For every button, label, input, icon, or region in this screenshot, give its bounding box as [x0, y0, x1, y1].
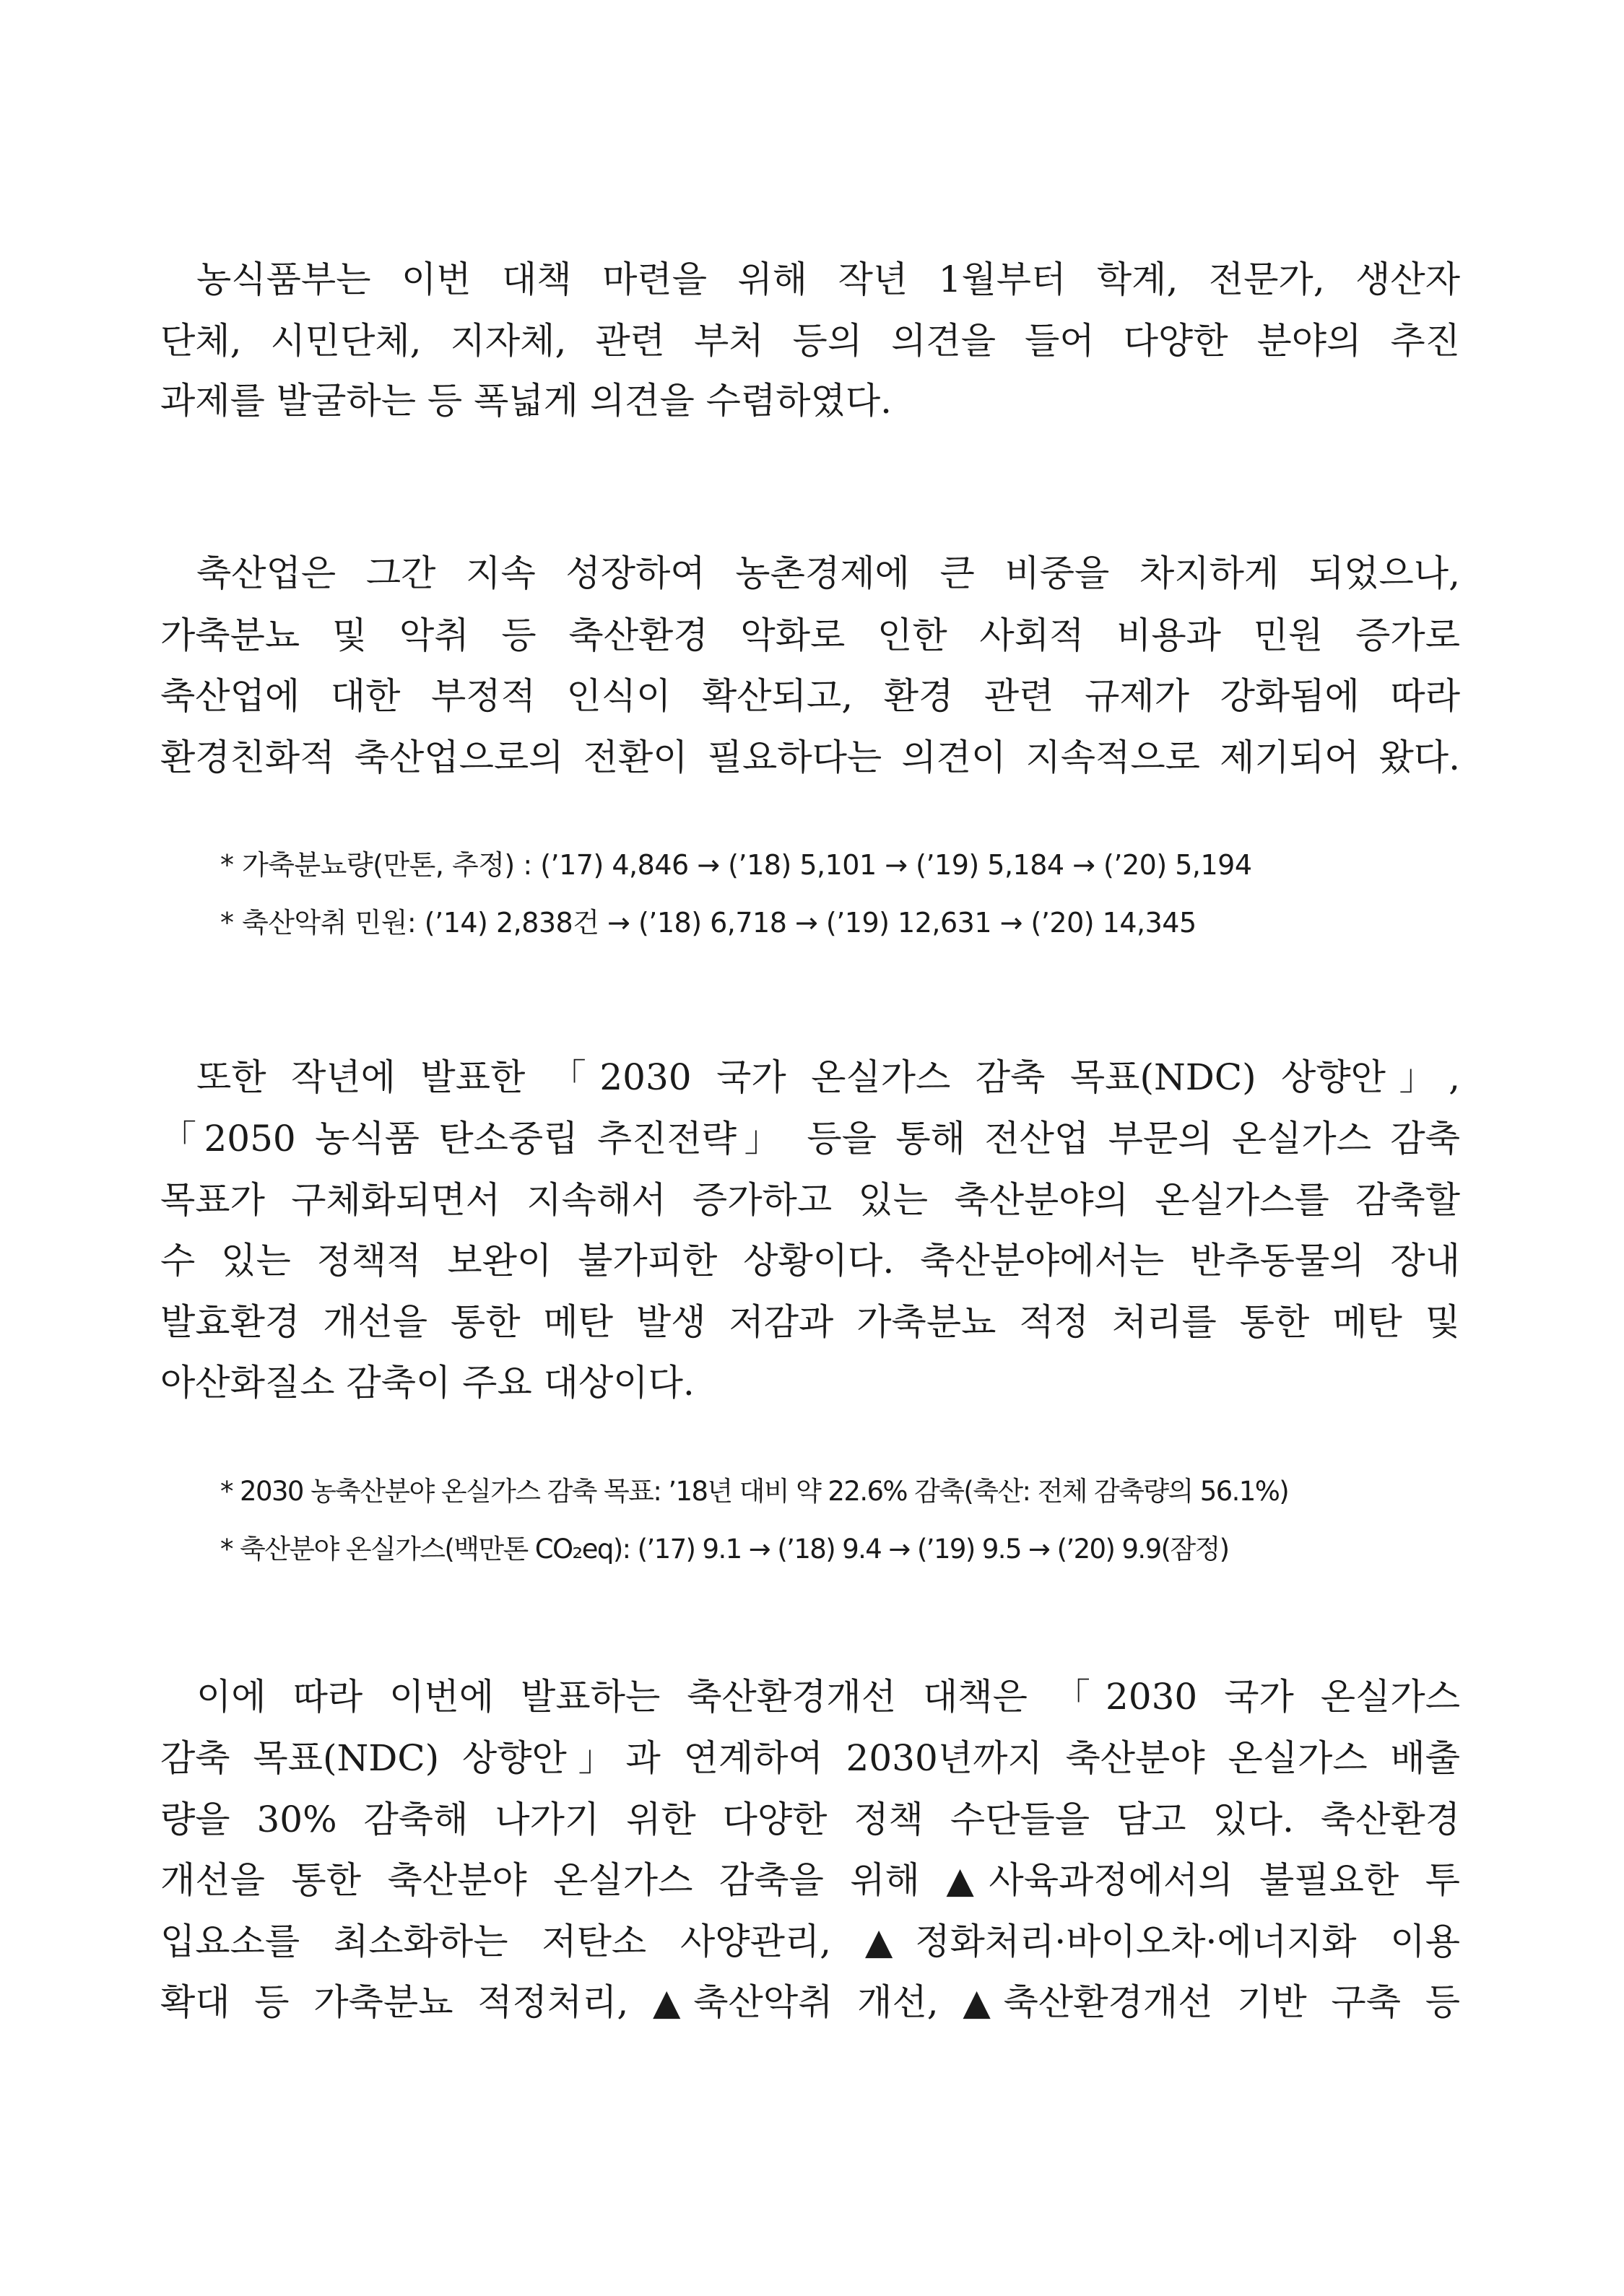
paragraph-4-line-4: 개선을 통한 축산분야 온실가스 감축을 위해 ▲사육과정에서의 불필요한 투	[160, 1859, 1460, 1901]
paragraph-3-line-4: 수 있는 정책적 보완이 불가피한 상황이다. 축산분야에서는 반추동물의 장내	[160, 1240, 1460, 1282]
paragraph-4-line-1: 이에 따라 이번에 발표하는 축산환경개선 대책은 「2030 국가 온실가스	[196, 1676, 1460, 1718]
paragraph-3-line-2: 「2050 농식품 탄소중립 추진전략」 등을 통해 전산업 부문의 온실가스 감축	[160, 1118, 1460, 1160]
paragraph-1-line-1: 농식품부는 이번 대책 마련을 위해 작년 1월부터 학계, 전문가, 생산자	[196, 258, 1460, 300]
paragraph-1-line-3: 과제를 발굴하는 등 폭넓게 의견을 수렴하였다.	[160, 380, 893, 422]
paragraph-3-line-1: 또한 작년에 발표한 「2030 국가 온실가스 감축 목표(NDC) 상향안」,	[196, 1056, 1460, 1098]
paragraph-4-line-5: 입요소를 최소화하는 저탄소 사양관리, ▲정화처리·바이오차·에너지화 이용	[160, 1921, 1460, 1962]
paragraph-3-line-6: 아산화질소 감축이 주요 대상이다.	[160, 1362, 695, 1404]
paragraph-4-line-3: 량을 30% 감축해 나가기 위한 다양한 정책 수단들을 담고 있다. 축산환경	[160, 1799, 1460, 1840]
paragraph-2-line-4: 환경친화적 축산업으로의 전환이 필요하다는 의견이 지속적으로 제기되어 왔다.	[160, 736, 1460, 778]
paragraph-4-line-6: 확대 등 가축분뇨 적정처리, ▲축산악취 개선, ▲축산환경개선 기반 구축 등	[160, 1981, 1460, 2023]
paragraph-4-line-2: 감축 목표(NDC) 상향안」과 연계하여 2030년까지 축산분야 온실가스 배출	[160, 1737, 1460, 1779]
paragraph-2-note-1: * 가축분뇨량(만톤, 추정) : (’17) 4,846 → (’18) 5,101 → (’19) 5,184 → (’20) 5,194	[220, 849, 1252, 881]
paragraph-3-note-1: * 2030 농축산분야 온실가스 감축 목표: ’18년 대비 약 22.6% 감축(축산: 전체 감축량의 56.1%)	[220, 1476, 1289, 1507]
paragraph-2-note-2: * 축산악취 민원: (’14) 2,838건 → (’18) 6,718 → (’19) 12,631 → (’20) 14,345	[220, 907, 1197, 939]
paragraph-2-line-3: 축산업에 대한 부정적 인식이 확산되고, 환경 관련 규제가 강화됨에 따라	[160, 675, 1460, 717]
paragraph-1-line-2: 단체, 시민단체, 지자체, 관련 부처 등의 의견을 들어 다양한 분야의 추진	[160, 320, 1460, 362]
paragraph-2-line-1: 축산업은 그간 지속 성장하여 농촌경제에 큰 비중을 차지하게 되었으나,	[196, 552, 1460, 594]
paragraph-2-line-2: 가축분뇨 및 악취 등 축산환경 악화로 인한 사회적 비용과 민원 증가로	[160, 614, 1460, 656]
paragraph-3-line-3: 목표가 구체화되면서 지속해서 증가하고 있는 축산분야의 온실가스를 감축할	[160, 1179, 1460, 1221]
paragraph-3-note-2: * 축산분야 온실가스(백만톤 CO₂eq): (’17) 9.1 → (’18) 9.4 → (’19) 9.5 → (’20) 9.9(잠정)	[220, 1534, 1229, 1565]
paragraph-3-line-5: 발효환경 개선을 통한 메탄 발생 저감과 가축분뇨 적정 처리를 통한 메탄 및	[160, 1301, 1460, 1343]
